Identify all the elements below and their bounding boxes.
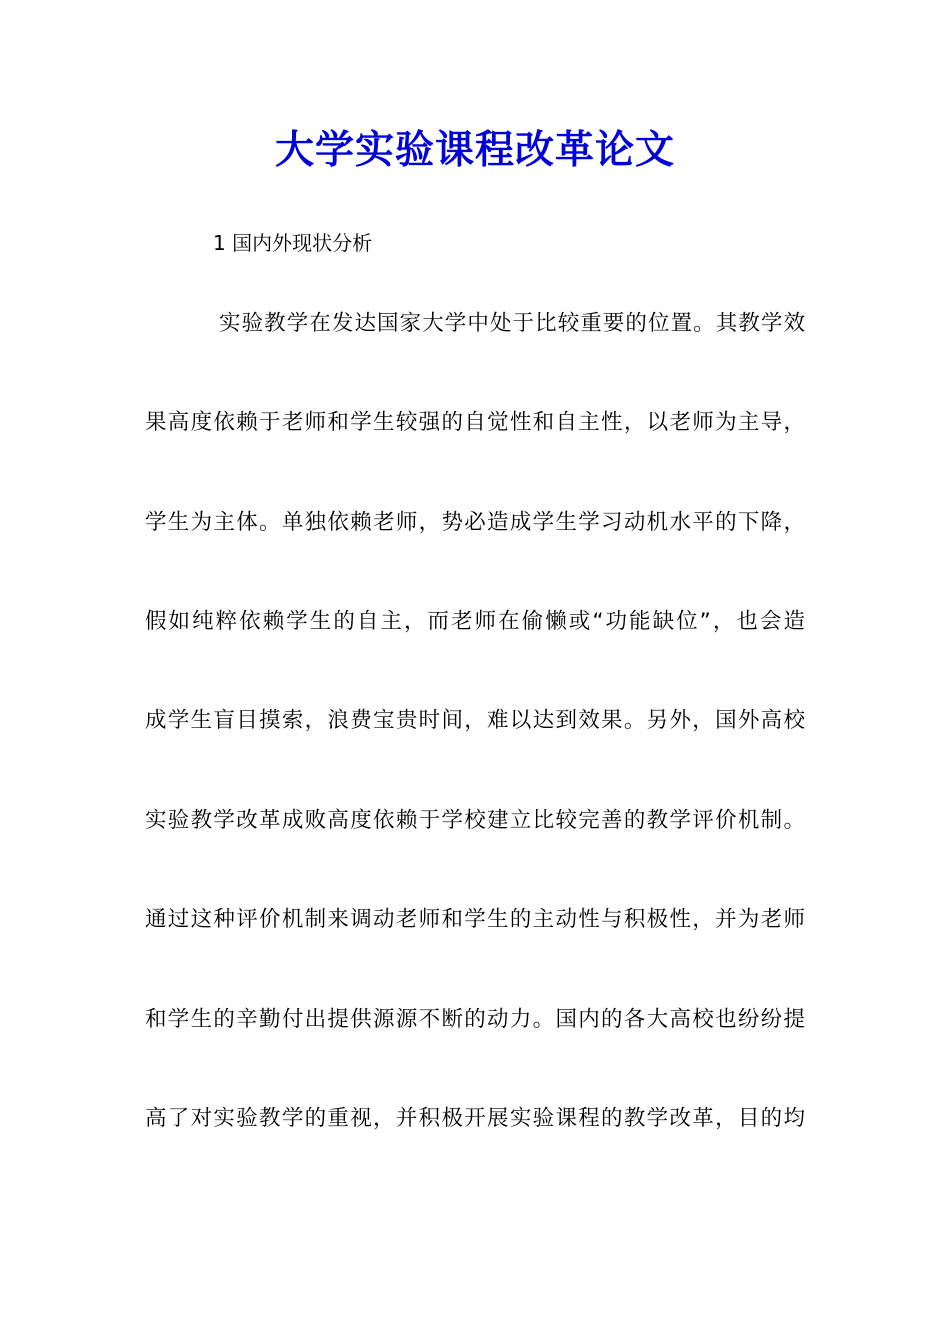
paragraph-line: 果高度依赖于老师和学生较强的自觉性和自主性，以老师为主导， [145, 410, 805, 435]
paragraph-line: 和学生的辛勤付出提供源源不断的动力。国内的各大高校也纷纷提 [145, 1007, 805, 1032]
paragraph-line: 假如纯粹依赖学生的自主，而老师在偷懒或“功能缺位”，也会造 [145, 609, 805, 634]
paragraph-line: 通过这种评价机制来调动老师和学生的主动性与积极性，并为老师 [145, 907, 805, 932]
paragraph-line: 成学生盲目摸索，浪费宝贵时间，难以达到效果。另外，国外高校 [145, 708, 805, 733]
paragraph-line: 学生为主体。单独依赖老师，势必造成学生学习动机水平的下降， [145, 510, 805, 535]
paragraph-line: 实验教学改革成败高度依赖于学校建立比较完善的教学评价机制。 [145, 808, 805, 833]
section-heading: 1 国内外现状分析 [213, 231, 373, 255]
document-title: 大学实验课程改革论文 [274, 127, 675, 173]
paragraph-line: 实验教学在发达国家大学中处于比较重要的位置。其教学效 [219, 311, 805, 336]
paragraph-line: 高了对实验教学的重视，并积极开展实验课程的教学改革，目的均 [145, 1106, 805, 1131]
